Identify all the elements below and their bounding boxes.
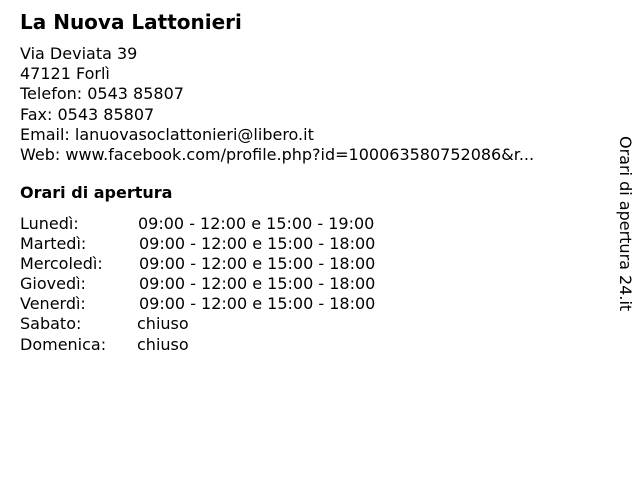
hours-row-saturday [20, 314, 440, 334]
hours-row-thursday [20, 274, 440, 294]
hours-row-friday [20, 294, 440, 314]
opening-hours-heading: Orari di apertura [20, 183, 173, 202]
hours-row-monday [20, 214, 440, 234]
address-line: Via Deviata 39 [20, 44, 138, 63]
hours-row-sunday [20, 335, 440, 355]
hours-day: Giovedì: [20, 274, 86, 294]
hours-time: 09:00 - 12:00 e 15:00 - 19:00 [138, 214, 375, 233]
hours-day: Martedì: [20, 234, 87, 254]
hours-day: Domenica: [20, 334, 107, 354]
hours-row-wednesday [20, 254, 440, 274]
hours-row-tuesday [20, 234, 440, 254]
hours-day: Lunedì: [20, 214, 79, 233]
hours-time: 09:00 - 12:00 e 15:00 - 18:00 [139, 294, 376, 314]
phone-line: Telefon: 0543 85807 [20, 84, 184, 104]
opening-hours-table [20, 214, 440, 355]
contact-block [20, 44, 534, 165]
hours-time: chiuso [137, 314, 189, 334]
hours-day: Sabato: [20, 314, 82, 334]
hours-day: Venerdì: [20, 294, 86, 314]
fax-line: Fax: 0543 85807 [20, 104, 155, 124]
hours-time: chiuso [137, 334, 189, 354]
hours-time: 09:00 - 12:00 e 15:00 - 18:00 [139, 274, 376, 294]
business-name: La Nuova Lattonieri [20, 10, 242, 34]
email-line: Email: lanuovasoclattonieri@libero.it [20, 124, 314, 144]
hours-day: Mercoledì: [20, 254, 103, 274]
hours-time: 09:00 - 12:00 e 15:00 - 18:00 [139, 234, 376, 254]
web-line: Web: www.facebook.com/profile.php?id=100063580752086&r... [20, 144, 535, 164]
city-line: 47121 Forlì [20, 64, 110, 84]
site-watermark: Orari di apertura 24.it [616, 136, 635, 312]
hours-time: 09:00 - 12:00 e 15:00 - 18:00 [139, 254, 376, 274]
